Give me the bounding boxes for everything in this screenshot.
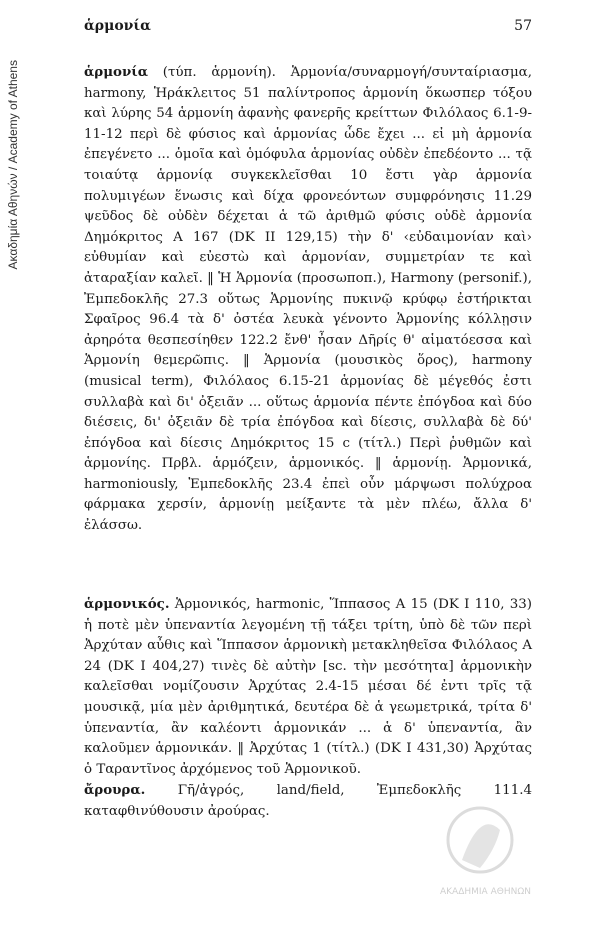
entry-headword: ἁρμονικός.: [84, 596, 170, 612]
svg-text:ΑΚΑΔΗΜΙΑ ΑΘΗΝΩΝ: ΑΚΑΔΗΜΙΑ ΑΘΗΝΩΝ: [440, 887, 531, 897]
dictionary-entry: [84, 594, 532, 780]
running-head: ἁρμονία: [84, 18, 151, 34]
entry-headword: ἄρουρα.: [84, 782, 146, 798]
entry-text: (τύπ. ἁρμονίη). Ἁρμονία/συναρμογή/συνταίριασμα, harmony, Ἡράκλειτος 51 παλίντροπος ἁρμονίη ὅκωσπερ τόξου καὶ λύρης 54 ἁρμονίη ἀφανὴς φανερῆς κρείττων Φιλόλαος 6.1-9-11-12 περὶ δὲ φύσιος καὶ ἁρμονίας ὧδε ἔχει ... εἰ μὴ ἁρμονία ἐπεγένετο ... ὁμοῖα καὶ ὁμόφυλα ἁρμονίας οὐδὲν ἐπεδέοντο ... τᾷ τοιαύτᾳ ἁρμονίᾳ συγκεκλεῖσθαι 10 ἔστι γὰρ ἁρμονία πολυμιγέων ἕνωσις καὶ δίχα φρονεόντων συμφρόνησις 11.29 ψεῦδος δὲ οὐδὲν δέχεται ἁ τῶ ἀριθμῶ φύσις οὐδὲ ἁρμονία Δημόκριτος Α 167 (DK II 129,15) τὴν δ' ‹εὐδαιμονίαν καὶ› εὐθυμίαν καὶ εὐεστὼ καὶ ἁρμονίαν, συμμετρίαν τε καὶ ἀταραξίαν καλεῖ. ‖ Ἡ Ἁρμονία (προσωποπ.), Harmony (personif.), Ἐμπεδοκλῆς 27.3 οὕτως Ἁρμονίης πυκινῷ κρύφῳ ἐστήρικται Σφαῖρος 96.4 τὰ δ' ὀστέα λευκὰ γένοντο Ἁρμονίης κόλλῃσιν ἀρηρότα θεσπεσίηθεν 122.2 ἔνθ' ἦσαν Δῆρίς θ' αἱματόεσσα καὶ Ἁρμονίη θεμερῶπις. ‖ Ἁρμονία (μουσικὸς ὅρος), harmony (musical term), Φιλόλαος 6.15-21 ἁρμονίας δὲ μέγεθός ἐστι συλλαβὰ καὶ δι' ὀξειᾶν ... οὕτως ἁρμονία πέντε ἐπόγδοα καὶ δύο διέσεις, δι' ὀξειᾶν δὲ τρία ἐπόγδοα καὶ δίεσις, συλλαβὰ δὲ δύ' ἐπόγδοα καὶ δίεσις Δημόκριτος 15 c (τίτλ.) Περὶ ῥυθμῶν καὶ ἁρμονίης. Πρβλ. ἁρμόζειν, ἁρμονικός. ‖ ἁρμονίῃ. Ἁρμονικά, harmoniously, Ἐμπεδοκλῆς 23.4 ἐπεὶ οὖν μάρψωσι πολύχροα φάρμακα χερσίν, ἁρμονίῃ μείξαντε τὰ μὲν πλέω, ἄλλα δ' ἐλάσσω.: [84, 65, 532, 534]
academy-watermark-logo: [440, 790, 570, 920]
archive-caption: Ακαδημία Αθηνών / Academy of Athens: [6, 60, 20, 270]
entry-headword: ἁρμονία: [84, 64, 149, 80]
page-number: 57: [514, 18, 532, 34]
dictionary-entry: [84, 62, 532, 537]
entry-text: Γῆ/ἀγρός, land/field, Ἐμπεδοκλῆς 111.4 καταφθινύθουσιν ἀρούρας.: [84, 783, 532, 819]
entry-text: Ἁρμονικός, harmonic, Ἵππασος Α 15 (DK I 110, 33) ἡ ποτὲ μὲν ὑπεναντία λεγομένη τῇ τάξει τρίτη, ὑπὸ δὲ τῶν περὶ Ἀρχύταν αὖθις καὶ Ἵππασον ἁρμονικὴ μετακληθεῖσα Φιλόλαος Α 24 (DK I 404,27) τινὲς δὲ αὐτὴν [sc. τὴν μεσότητα] ἁρμονικὴν καλεῖσθαι νομίζουσιν Ἀρχύτας 2.4-15 μέσαι δέ ἐντι τρῖς τᾷ μουσικᾷ, μία μὲν ἀριθμητικά, δευτέρα δὲ ἁ γεωμετρικά, τρίτα δ' ὑπεναντία, ἂν καλέοντι ἁρμονικάν ... ἁ δ' ὑπεναντία, ἂν καλοῦμεν ἁρμονικάν. ‖ Ἀρχύτας 1 (τίτλ.) (DK I 431,30) Ἀρχύτας ὁ Ταραντῖνος ἀρχόμενος τοῦ Ἁρμονικοῦ.: [84, 597, 532, 777]
